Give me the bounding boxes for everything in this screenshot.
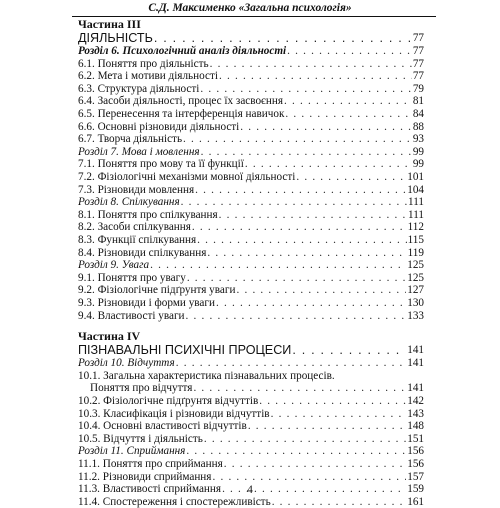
page-ref: 133 [407, 309, 424, 322]
toc-entry [78, 247, 424, 260]
chapter-entry [78, 196, 424, 209]
dot-leader [193, 382, 406, 395]
chapter-title: Увага [118, 259, 150, 272]
toc-entry [78, 70, 424, 83]
chapter-prefix: Розділ 10. [78, 357, 125, 370]
entry-title [78, 259, 149, 272]
chapter-prefix: Розділ 6. [78, 45, 120, 58]
page-ref: 115 [407, 234, 424, 246]
dot-leader [150, 259, 406, 272]
entry-title: 8.4. Різновиди спілкування [78, 246, 207, 259]
entry-title [78, 196, 180, 209]
toc-entry [78, 95, 424, 108]
dot-leader [154, 31, 412, 45]
page-ref: 79 [412, 82, 424, 95]
page-ref: 156 [407, 457, 424, 470]
toc-entry [78, 470, 424, 483]
running-header: С.Д. Максименко «Загальна психологія» [148, 2, 352, 14]
page-number: 4 [247, 484, 253, 496]
entry-title: 6.4. Засоби діяльності, процес їх засвоєння [78, 95, 283, 108]
page-ref: 142 [407, 394, 424, 407]
part-heading-entry [78, 31, 424, 45]
entry-title [78, 357, 175, 370]
dot-leader [219, 209, 407, 222]
page-ref: 143 [407, 407, 424, 420]
page-ref: 99 [412, 145, 424, 158]
dot-leader [272, 496, 407, 508]
page-ref: 93 [412, 133, 424, 146]
toc-entry [78, 433, 424, 446]
entry-title: 11.3. Властивості сприймання [78, 483, 222, 496]
toc-entry [78, 458, 424, 471]
page-ref: 77 [412, 57, 424, 70]
entry-title: 6.7. Творча діяльність [78, 133, 183, 146]
dot-leader [201, 146, 412, 159]
part-heading-entry [78, 343, 424, 357]
entry-title: 11.1. Поняття про сприймання [78, 457, 223, 470]
dot-leader [186, 310, 407, 323]
page-ref: 159 [407, 483, 424, 496]
chapter-title: Спілкування [118, 196, 180, 209]
entry-title: 8.1. Поняття про спілкування [78, 208, 218, 221]
toc-entry [78, 272, 424, 285]
toc-entry [78, 58, 424, 71]
entry-title: 10.3. Класифікація і різновиди відчуттів [78, 407, 270, 420]
page-ref: 77 [412, 70, 424, 83]
dot-leader [224, 458, 407, 471]
toc-entry [78, 382, 424, 395]
chapter-prefix: Розділ 11. [78, 445, 124, 458]
page-ref: 156 [407, 445, 424, 458]
page-ref: 141 [407, 344, 424, 357]
entry-title: 11.2. Різновиди сприймання [78, 470, 212, 483]
dot-leader [284, 95, 412, 108]
page-ref: 99 [412, 158, 424, 171]
entry-title: 8.2. Засоби спілкування [78, 221, 191, 234]
page-ref: 130 [407, 296, 424, 309]
chapter-entry [78, 259, 424, 272]
toc-entry [78, 395, 424, 408]
toc-entry [78, 284, 424, 297]
toc-entry [78, 108, 424, 121]
entry-title: 9.1. Поняття про увагу [78, 271, 186, 284]
chapter-entry [78, 45, 424, 58]
dot-leader [207, 247, 406, 260]
dot-leader [216, 297, 406, 310]
dot-leader [183, 133, 412, 146]
page-ref: 77 [412, 45, 424, 58]
page-ref: 141 [407, 382, 424, 395]
page-ref: 141 [407, 357, 424, 370]
page-ref: 151 [407, 432, 424, 445]
page-ref: 111 [408, 196, 424, 209]
dot-leader [212, 471, 406, 484]
toc-entry [78, 234, 424, 247]
entry-title [78, 45, 286, 58]
chapter-entry [78, 357, 424, 370]
chapter-prefix: Розділ 9. [78, 259, 119, 272]
dot-leader [186, 445, 406, 458]
toc-entry [78, 158, 424, 171]
part-title: Частина IV [78, 329, 141, 344]
page-ref: 112 [407, 221, 424, 234]
entry-title: 9.4. Властивості уваги [78, 309, 185, 322]
dot-leader [245, 158, 412, 171]
dot-leader [197, 234, 406, 247]
dot-leader [181, 196, 407, 209]
chapter-title: Мова і мовлення [118, 145, 200, 158]
toc-entry [78, 407, 424, 420]
entry-title: 6.1. Поняття про діяльність [78, 57, 209, 70]
entry-title: 7.2. Фізіологічні механізми мовної діяльності [78, 171, 296, 184]
page-ref: 77 [412, 32, 424, 44]
toc-entry [78, 221, 424, 234]
entry-title: 10.5. Відчуття і діяльність [78, 432, 203, 445]
dot-leader [292, 343, 406, 357]
dot-leader [187, 272, 406, 285]
dot-leader [176, 357, 406, 370]
toc-entry [78, 496, 424, 508]
entry-title: ДІЯЛЬНІСТЬ [78, 31, 153, 45]
toc-entry [78, 297, 424, 310]
entry-title [78, 445, 185, 458]
entry-title: 11.4. Спостереження і спостережливість [78, 495, 271, 508]
toc-entry [78, 209, 424, 222]
page-ref: 127 [407, 284, 424, 297]
entry-title: 7.1. Поняття про мову та її функції [78, 158, 244, 171]
page-ref: 157 [407, 470, 424, 483]
dot-leader [192, 221, 407, 234]
dot-leader [200, 83, 411, 96]
dot-leader [236, 284, 406, 297]
toc-entry [78, 121, 424, 134]
toc-entry-text: 10.1. Загальна характеристика пізнавальних процесів. [78, 369, 335, 382]
toc-entry [78, 171, 424, 184]
chapter-title: Сприймання [123, 445, 186, 458]
dot-leader [271, 408, 407, 421]
dot-leader [259, 395, 406, 408]
page-ref: 111 [408, 208, 424, 221]
page-ref: 125 [407, 259, 424, 272]
chapter-title: Психологічний аналіз діяльності [119, 45, 287, 58]
chapter-title: Відчуття [124, 357, 175, 370]
dot-leader [240, 121, 412, 134]
dot-leader [195, 184, 406, 197]
page-ref: 88 [412, 120, 424, 133]
entry-title: 7.3. Різновиди мовлення [78, 183, 195, 196]
entry-title: 9.3. Різновиди і форми уваги [78, 296, 215, 309]
page-ref: 125 [407, 271, 424, 284]
page-ref: 161 [407, 495, 424, 508]
page-ref: 101 [407, 171, 424, 184]
part-3-entries [78, 31, 424, 322]
chapter-prefix: Розділ 7. [78, 145, 119, 158]
entry-title: 6.2. Мета і мотиви діяльності [78, 70, 218, 83]
page-ref: 81 [412, 95, 424, 108]
table-of-contents [78, 18, 424, 508]
entry-title: ПІЗНАВАЛЬНІ ПСИХІЧНІ ПРОЦЕСИ [78, 343, 292, 358]
dot-leader [285, 108, 411, 121]
entry-title: 6.6. Основні різновиди діяльності [78, 120, 240, 133]
dot-leader [210, 58, 412, 71]
entry-title: 10.4. Основні властивості відчуттів [78, 420, 247, 433]
page-ref: 104 [407, 183, 424, 196]
toc-entry [78, 309, 424, 322]
entry-title: 6.5. Перенесення та інтерференція навичок [78, 108, 285, 121]
entry-title: 10.2. Фізіологічне підґрунтя відчуттів [78, 394, 259, 407]
dot-leader [204, 433, 406, 446]
entry-title [78, 146, 200, 159]
entry-title: 6.3. Структура діяльності [78, 82, 200, 95]
page-ref: 148 [407, 420, 424, 433]
dot-leader [296, 171, 406, 184]
chapter-prefix: Розділ 8. [78, 196, 119, 209]
page-ref: 84 [412, 108, 424, 121]
toc-entry [78, 420, 424, 433]
toc-entry [78, 133, 424, 146]
page-ref: 119 [407, 246, 424, 259]
toc-entry [78, 83, 424, 96]
dot-leader [248, 420, 406, 433]
dot-leader [219, 70, 412, 83]
chapter-entry [78, 146, 424, 159]
dot-leader [287, 45, 412, 58]
entry-title: 9.2. Фізіологічне підґрунтя уваги [78, 284, 236, 297]
entry-title: Поняття про відчуття [90, 382, 193, 395]
toc-entry [78, 184, 424, 197]
part-title: Частина ІІІ [78, 17, 141, 31]
chapter-entry [78, 445, 424, 458]
entry-title: 8.3. Функції спілкування [78, 234, 197, 246]
